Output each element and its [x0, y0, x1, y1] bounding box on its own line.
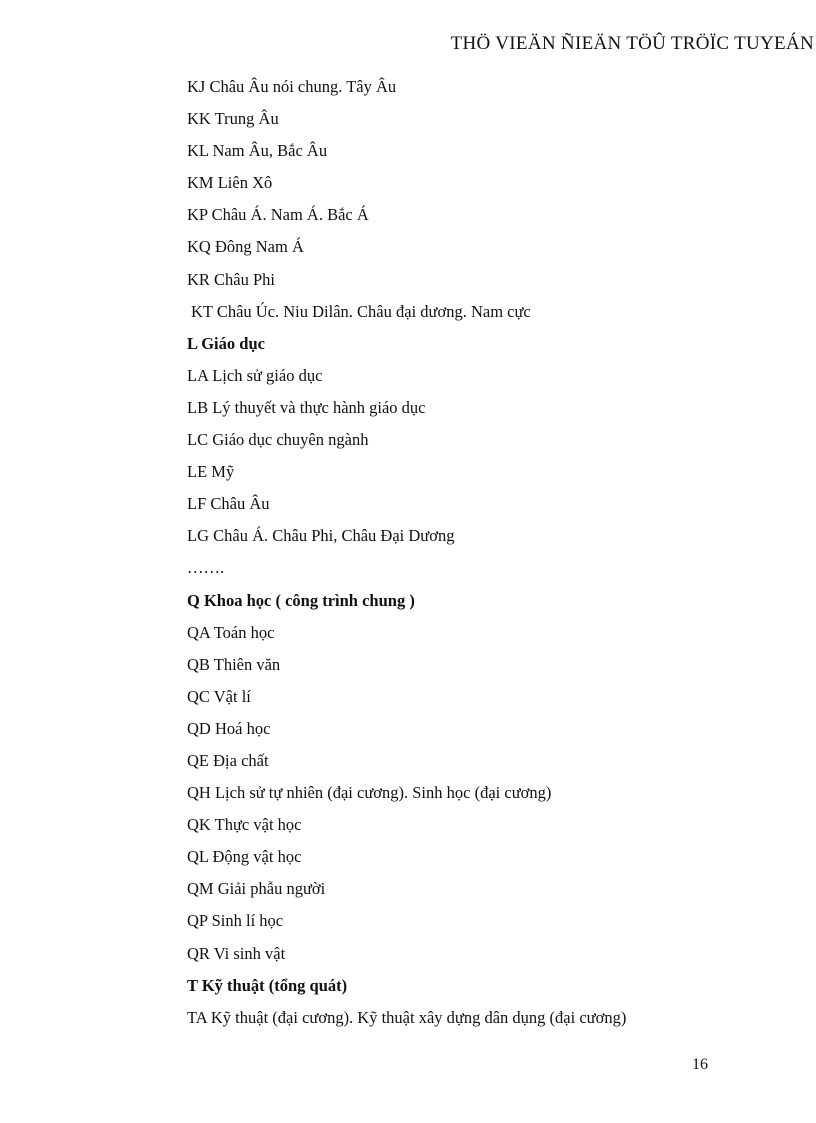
- section-heading: T Kỹ thuật (tổng quát): [187, 975, 348, 995]
- classification-entry: QL Động vật học: [187, 847, 302, 867]
- classification-entry: QC Vật lí: [187, 686, 251, 706]
- classification-entry: KK Trung Âu: [187, 109, 279, 129]
- classification-entry: QM Giải phẫu người: [187, 879, 326, 899]
- classification-entry: QH Lịch sử tự nhiên (đại cương). Sinh học (đại cương): [187, 783, 552, 803]
- classification-entry: KQ Đông Nam Á: [187, 237, 304, 257]
- classification-entry: QD Hoá học: [187, 718, 271, 738]
- classification-entry: TA Kỹ thuật (đại cương). Kỹ thuật xây dựng dân dụng (đại cương): [187, 1007, 627, 1027]
- classification-entry: KP Châu Á. Nam Á. Bắc Á: [187, 205, 369, 225]
- classification-entry: QA Toán học: [187, 622, 275, 642]
- section-heading: Q Khoa học ( công trình chung ): [187, 590, 415, 610]
- classification-entry: QK Thực vật học: [187, 815, 302, 835]
- classification-entry: LF Châu Âu: [187, 494, 270, 514]
- classification-entry: LG Châu Á. Châu Phi, Châu Đại Dương: [187, 526, 455, 546]
- page-header-title: THÖ VIEÄN ÑIEÄN TÖÛ TRÖÏC TUYEÁN: [450, 33, 814, 54]
- classification-entry: LE Mỹ: [187, 462, 235, 482]
- classification-entry: KJ Châu Âu nói chung. Tây Âu: [187, 77, 397, 96]
- classification-entry: LB Lý thuyết và thực hành giáo dục: [187, 397, 426, 417]
- classification-entry: KL Nam Âu, Bắc Âu: [187, 141, 328, 161]
- classification-entry: LA Lịch sử giáo dục: [187, 365, 323, 385]
- classification-entry: KM Liên Xô: [187, 173, 273, 193]
- classification-entry: LC Giáo dục chuyên ngành: [187, 430, 369, 450]
- section-heading: L Giáo dục: [187, 333, 265, 353]
- classification-entry: KR Châu Phi: [187, 269, 276, 289]
- classification-entry: QB Thiên văn: [187, 654, 281, 674]
- classification-list: [187, 76, 787, 1039]
- classification-entry: QP Sinh lí học: [187, 911, 284, 931]
- classification-entry: QR Vi sinh vật: [187, 943, 286, 963]
- classification-entry: KT Châu Úc. Niu Dilân. Châu đại dương. Nam cực: [191, 301, 531, 321]
- classification-entry: QE Địa chất: [187, 750, 269, 770]
- page-number: 16: [692, 1056, 708, 1073]
- classification-entry: …….: [187, 558, 225, 578]
